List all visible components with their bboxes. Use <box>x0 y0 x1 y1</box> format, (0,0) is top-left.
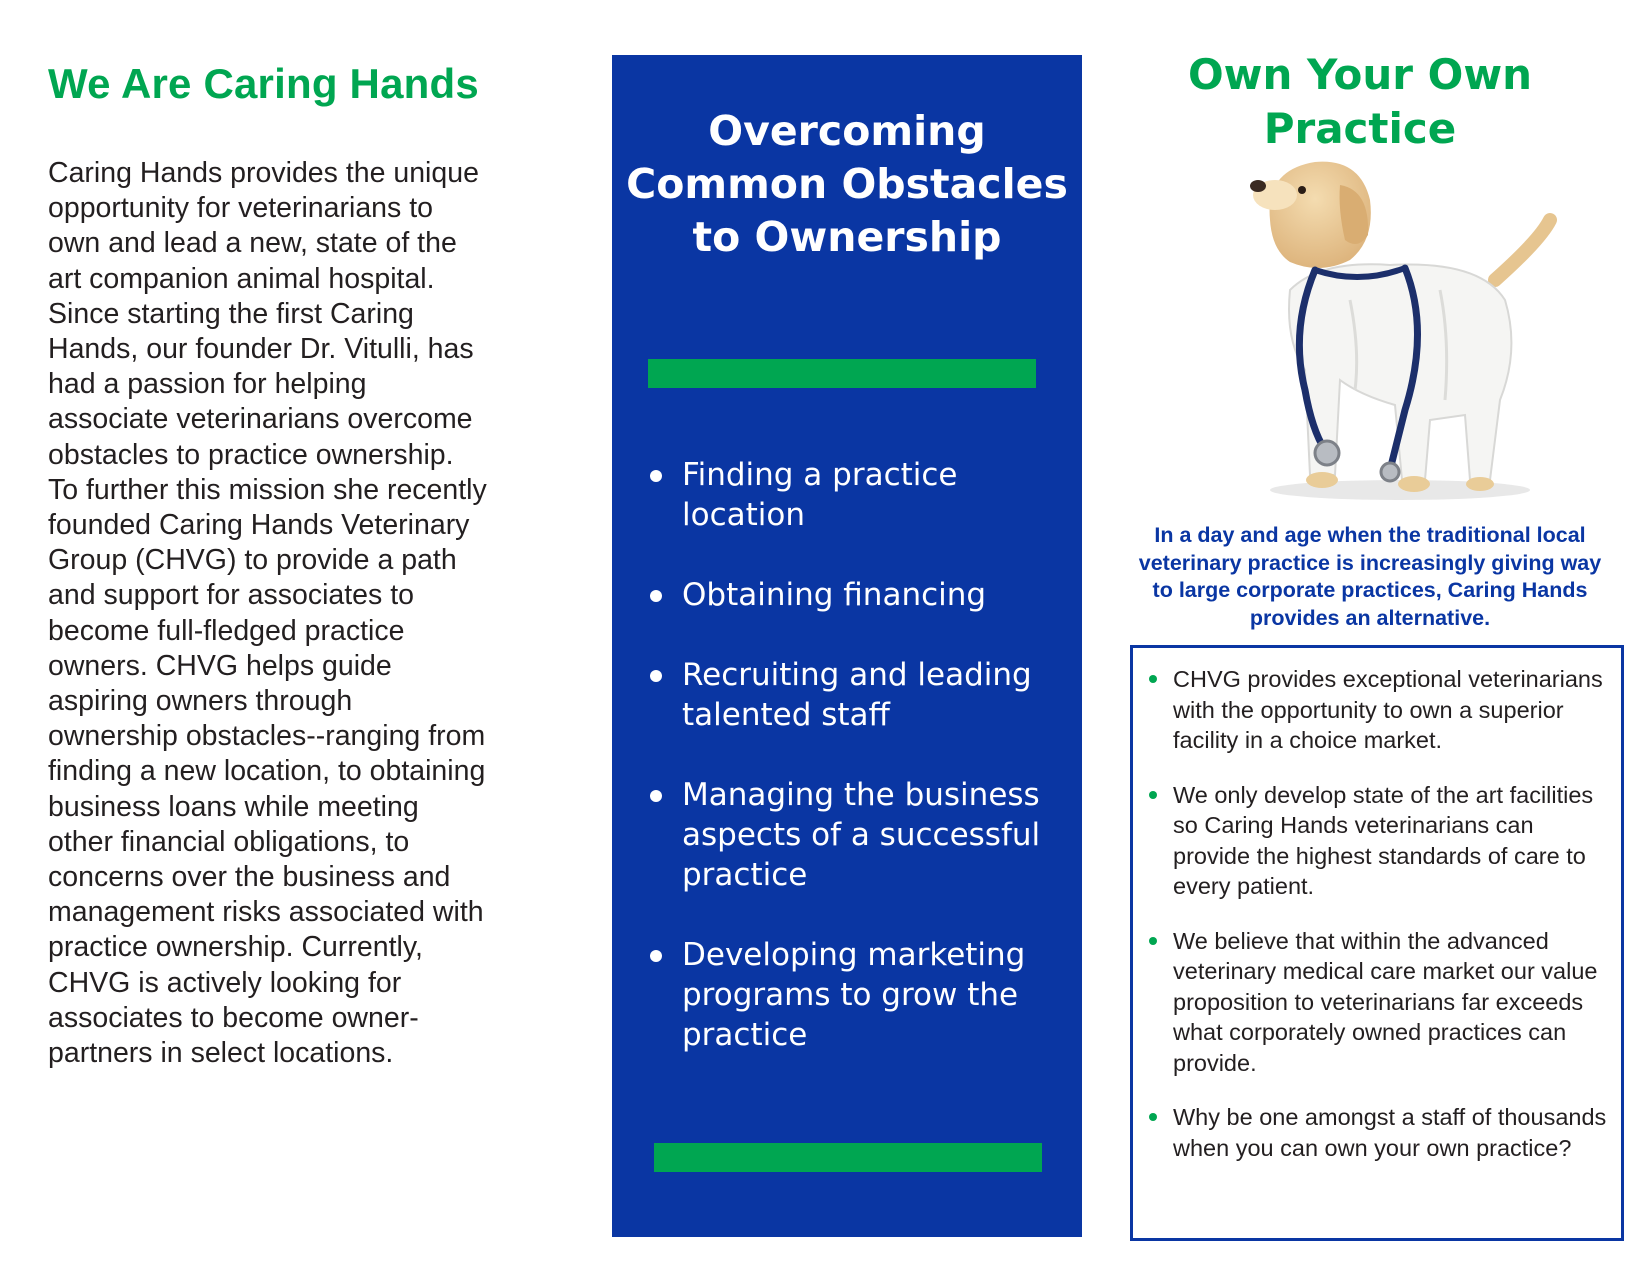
benefit-item <box>1147 780 1617 902</box>
obstacle-item <box>648 655 1068 735</box>
bullet-icon <box>650 950 662 962</box>
obstacle-item <box>648 935 1068 1055</box>
benefits-box <box>1130 645 1624 1241</box>
obstacle-text: Obtaining financing <box>682 577 987 613</box>
bullet-icon <box>1149 675 1157 683</box>
top-divider-bar <box>648 359 1036 388</box>
benefits-list <box>1147 664 1617 1187</box>
obstacle-text: Managing the business aspects of a successful practice <box>682 777 1041 893</box>
bullet-icon <box>1149 1113 1157 1121</box>
obstacle-item <box>648 575 1068 615</box>
bullet-icon <box>1149 937 1157 945</box>
bottom-divider-bar <box>654 1143 1042 1172</box>
ownership-tagline: In a day and age when the traditional local veterinary practice is increasingly giving way to large corporate practices, Caring Hands provides an alternative. <box>1138 523 1602 630</box>
benefit-item <box>1147 1102 1617 1163</box>
about-title: We Are Caring Hands <box>48 60 479 107</box>
obstacle-text: Developing marketing programs to grow the practice <box>682 937 1026 1053</box>
benefit-text: CHVG provides exceptional veterinarians with the opportunity to own a superior facility in a choice market. <box>1173 666 1603 753</box>
benefit-item <box>1147 926 1617 1079</box>
bullet-icon <box>650 670 662 682</box>
puppy-doctor-photo <box>1230 150 1560 510</box>
about-body: Caring Hands provides the unique opportunity for veterinarians to own and lead a new, state of the art companion animal hospital. Since starting the first Caring Hands, our founder Dr. Vitulli, has had a passion for helping associate veterinarians overcome obstacles to practice ownership. To further this mission she recently founded Caring Hands Veterinary Group (CHVG) to provide a path and support for associates to become full-fledged practice owners. CHVG helps guide aspiring owners through ownership obstacles--ranging from finding a new location, to obtaining business loans while meeting other financial obligations, to concerns over the business and management risks associated with practice ownership. Currently, CHVG is actively looking for associates to become owner-partners in select locations. <box>48 157 487 1070</box>
obstacle-text: Finding a practice location <box>682 457 958 533</box>
obstacle-item <box>648 455 1068 535</box>
about-section <box>48 60 508 1100</box>
bullet-icon <box>1149 791 1157 799</box>
benefit-text: Why be one amongst a staff of thousands when you can own your own practice? <box>1173 1104 1607 1161</box>
benefit-text: We only develop state of the art facilities so Caring Hands veterinarians can provide the highest standards of care to every patient. <box>1173 781 1594 899</box>
bullet-icon <box>650 590 662 602</box>
bullet-icon <box>650 790 662 802</box>
benefit-item <box>1147 664 1617 756</box>
obstacles-panel <box>612 55 1082 1237</box>
obstacles-title: Overcoming Common Obstacles to Ownership <box>626 107 1068 261</box>
bullet-icon <box>650 470 662 482</box>
obstacle-item <box>648 775 1068 895</box>
ownership-title: Own Your Own Practice <box>1187 50 1533 153</box>
benefit-text: We believe that within the advanced veterinary medical care market our value proposition to veterinarians far exceeds what corporately owned practices can provide. <box>1173 927 1598 1076</box>
obstacle-text: Recruiting and leading talented staff <box>682 657 1032 733</box>
obstacles-list <box>648 455 1068 1095</box>
